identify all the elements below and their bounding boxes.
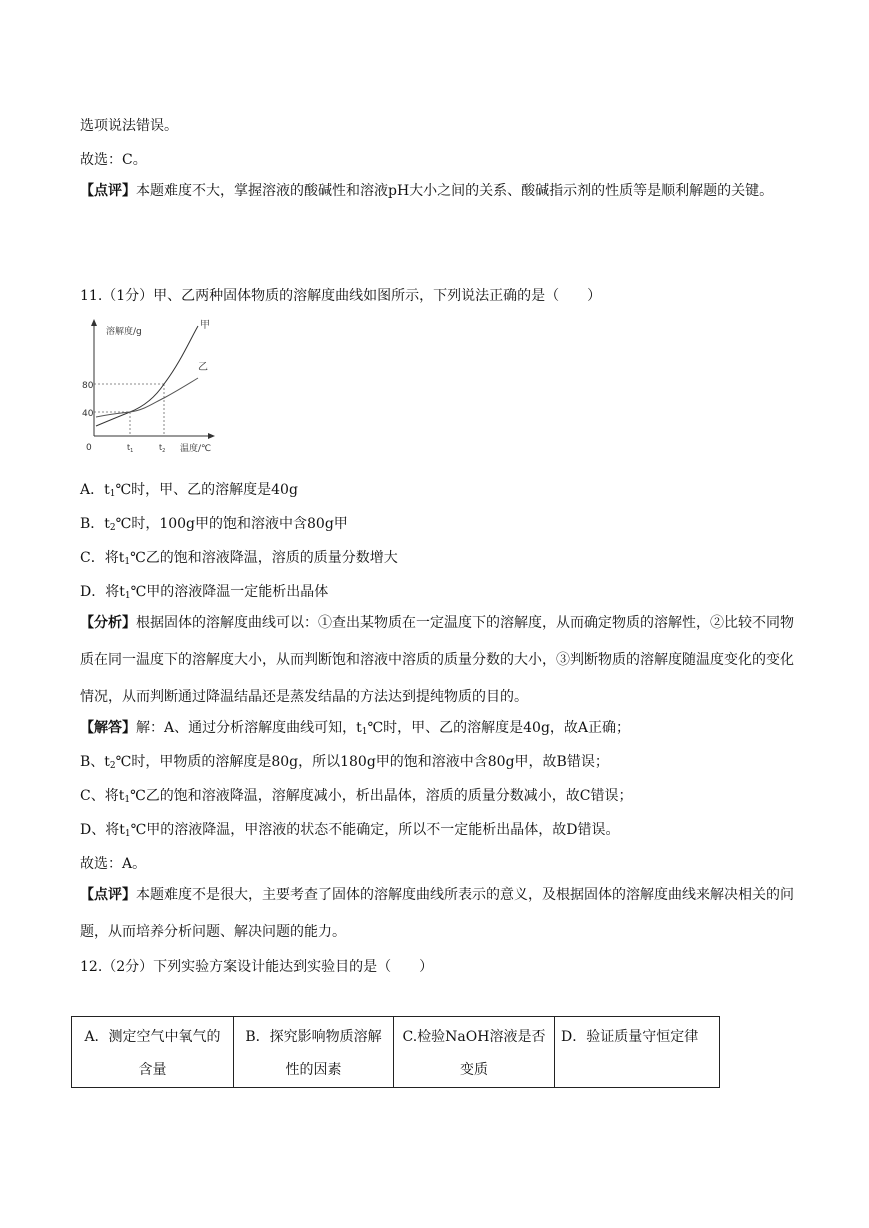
q11-answer: 故选：A。 — [80, 856, 147, 872]
prev-review — [80, 173, 795, 210]
q11-solution-4: D、将$t_1℃$甲的溶液降温，甲溶液的状态不能确定，所以不一定能析出晶体，故D错误。 — [80, 822, 620, 839]
y-tick-0: 0 — [86, 443, 92, 453]
q12-option-c: C.检验NaOH溶液是否变质 — [394, 1017, 555, 1088]
solubility-chart — [80, 318, 220, 456]
q11-option-c: C．将$t_1℃$乙的饱和溶液降温，溶质的质量分数增大 — [80, 550, 398, 567]
prev-answer: 故选：C。 — [80, 152, 147, 168]
y-tick-80: 80 — [82, 381, 94, 391]
q12-stem: 12.（2分）下列实验方案设计能达到实验目的是（ ） — [80, 959, 434, 975]
q12-options-table — [71, 1016, 720, 1088]
q11-solution-2: B、$t_2℃$时，甲物质的溶解度是80g，所以180g甲的饱和溶液中含80g甲，故B错误； — [80, 754, 609, 771]
series-jia-line — [96, 326, 198, 426]
prev-tail: 选项说法错误。 — [80, 118, 178, 134]
q12-option-d: D．验证质量守恒定律 — [555, 1017, 720, 1088]
q12-option-a: A．测定空气中氧气的含量 — [72, 1017, 234, 1088]
q11-option-d: D．将$t_1℃$甲的溶液降温一定能析出晶体 — [80, 584, 329, 601]
x-tick-t2: $t_2$ — [159, 443, 166, 454]
q11-review — [80, 877, 795, 951]
y-axis-label: 溶解度/g — [106, 327, 142, 337]
q11-option-a: A．$t_1℃$时，甲、乙的溶解度是40g — [80, 482, 298, 499]
x-axis-label: 温度/℃ — [180, 444, 212, 454]
series-yi-label: 乙 — [198, 362, 208, 373]
q11-solution-3: C、将$t_1℃$乙的饱和溶液降温，溶解度减小，析出晶体，溶质的质量分数减小，故C错误； — [80, 788, 633, 805]
q11-option-b: B．$t_2℃$时，100g甲的饱和溶液中含80g甲 — [80, 516, 348, 533]
series-jia-label: 甲 — [200, 320, 210, 331]
analysis-text: 根据固体的溶解度曲线可以：①查出某物质在一定温度下的溶解度，从而确定物质的溶解性，②比较不同物质在同一温度下的溶解度大小，从而判断饱和溶液中溶质的质量分数的大小，③判断物质的溶解度随温度变化的变化情况，从而判断通过降温结晶还是蒸发结晶的方法达到提纯物质的目的。 — [80, 615, 794, 705]
analysis-tag: 【分析】 — [80, 615, 136, 631]
review-text: 本题难度不是很大，主要考查了固体的溶解度曲线所表示的意义，及根据固体的溶解度曲线来解决相关的问题，从而培养分析问题、解决问题的能力。 — [80, 887, 794, 940]
review-tag: 【点评】 — [80, 887, 136, 903]
q11-stem: 11.（1分）甲、乙两种固体物质的溶解度曲线如图所示，下列说法正确的是（ ） — [80, 288, 602, 304]
review-text: 本题难度不大，掌握溶液的酸碱性和溶液pH大小之间的关系、酸碱指示剂的性质等是顺利解题的关键。 — [136, 183, 774, 199]
review-tag: 【点评】 — [80, 183, 136, 199]
q11-solution-1: 【解答】解：A、通过分析溶解度曲线可知，$t_1℃$时，甲、乙的溶解度是40g，故A正确； — [80, 720, 631, 737]
y-tick-40: 40 — [82, 409, 94, 419]
q11-analysis — [80, 605, 795, 716]
q12-option-b: B．探究影响物质溶解性的因素 — [234, 1017, 394, 1088]
x-tick-t1: $t_1$ — [127, 443, 134, 454]
